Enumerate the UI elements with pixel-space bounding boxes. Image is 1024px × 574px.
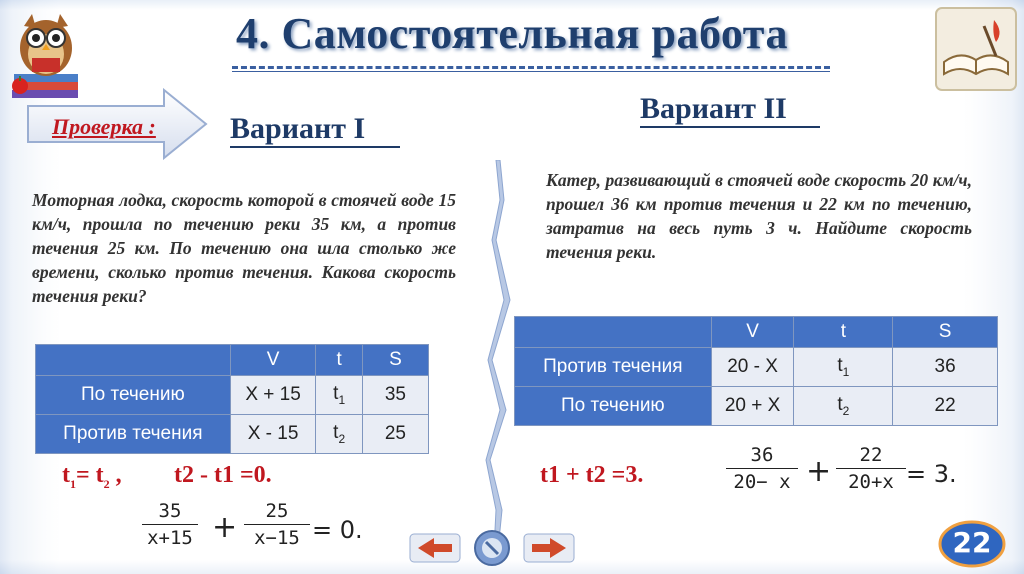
- variant-1-time-difference: t2 - t1 =0.: [174, 462, 272, 488]
- header-cell-t: t: [316, 345, 362, 376]
- check-button-label[interactable]: Проверка :: [52, 114, 156, 139]
- variant-2-problem: Катер, развивающий в стоячей воде скорость 20 км/ч, прошел 36 км против течения и 22 км по течению, затратив на весь путь 3 ч. Найдите скорость течения реки.: [546, 170, 972, 262]
- cell-t: [316, 376, 362, 415]
- variant-2-fraction-2: [836, 444, 906, 493]
- variant-1-heading: Вариант I: [230, 112, 366, 145]
- eq-tail: ,: [109, 462, 122, 488]
- header-cell-s: S: [893, 317, 998, 348]
- slide-title: 4. Самостоятельная работа: [236, 9, 788, 58]
- page-number-badge: [938, 520, 1006, 568]
- denominator: x+15: [147, 527, 193, 549]
- title-divider: [232, 66, 830, 69]
- page-number: 22: [952, 526, 992, 559]
- table-header-row: [515, 317, 998, 348]
- cell-v: X - 15: [230, 415, 316, 454]
- cell-s: 22: [893, 387, 998, 426]
- variant-2-fraction-1: [726, 444, 798, 493]
- zigzag-divider: [482, 160, 518, 550]
- cell-t-sub: 2: [338, 431, 346, 446]
- variant-1-fraction-1: [142, 500, 198, 549]
- header-cell-v: V: [711, 317, 794, 348]
- row-label: Против течения: [36, 415, 231, 454]
- table-row: [515, 387, 998, 426]
- header-cell: [36, 345, 231, 376]
- variant-1-problem: Моторная лодка, скорость которой в стоячей воде 15 км/ч, прошла по течению реки 35 км, а против течения 25 км. По течению она шла столько же времени, сколько против течения. Какова скорость течения реки?: [32, 190, 456, 306]
- variant-1-underline: [230, 146, 400, 148]
- cell-s: 25: [362, 415, 428, 454]
- equation-rhs: = 3.: [906, 460, 957, 488]
- cell-t-base: t: [333, 422, 339, 444]
- table-header-row: [36, 345, 429, 376]
- denominator: x−15: [254, 527, 300, 549]
- plus-sign: +: [212, 510, 238, 545]
- eq-sub-2: 2: [103, 476, 110, 491]
- cell-v: 20 - X: [711, 348, 794, 387]
- cell-s: 36: [893, 348, 998, 387]
- arrow-right-icon[interactable]: [524, 534, 574, 562]
- fraction-bar: [836, 468, 906, 469]
- fraction-bar: [142, 524, 198, 525]
- variant-1-time-equality: [62, 462, 122, 492]
- cell-t-base: t: [333, 383, 339, 405]
- denominator: 20+x: [848, 471, 894, 493]
- row-label: По течению: [36, 376, 231, 415]
- variant-1-table: [35, 344, 429, 454]
- header-cell-v: V: [230, 345, 316, 376]
- variant-2-heading: Вариант II: [640, 92, 787, 125]
- header-cell: [515, 317, 712, 348]
- eq-t: t: [62, 462, 70, 488]
- arrow-left-icon[interactable]: [410, 534, 460, 562]
- cell-t-base: t: [837, 394, 843, 416]
- row-label: Против течения: [515, 348, 712, 387]
- cell-t: [794, 387, 893, 426]
- numerator: 25: [265, 500, 289, 522]
- fraction-bar: [726, 468, 798, 469]
- cell-v: X + 15: [230, 376, 316, 415]
- variant-2-time-sum: t1 + t2 =3.: [540, 462, 644, 488]
- cell-t-sub: 1: [338, 392, 346, 407]
- navigation-bar: [408, 528, 578, 568]
- variant-1-fraction-2: [244, 500, 310, 549]
- cell-t-base: t: [837, 355, 843, 377]
- header-cell-t: t: [794, 317, 893, 348]
- numerator: 36: [750, 444, 774, 466]
- fraction-bar: [244, 524, 310, 525]
- table-row: [36, 376, 429, 415]
- cell-s: 35: [362, 376, 428, 415]
- variant-2-underline: [640, 126, 820, 128]
- title-divider-line: [232, 71, 830, 72]
- home-icon[interactable]: [475, 531, 509, 565]
- table-row: [36, 415, 429, 454]
- header-cell-s: S: [362, 345, 428, 376]
- denominator: 20− x: [733, 471, 791, 493]
- numerator: 35: [158, 500, 182, 522]
- eq-equals-t: = t: [76, 462, 104, 488]
- numerator: 22: [859, 444, 883, 466]
- eq-sub-1: 1: [70, 476, 76, 491]
- row-label: По течению: [515, 387, 712, 426]
- table-row: [515, 348, 998, 387]
- cell-t: [316, 415, 362, 454]
- cell-v: 20 + X: [711, 387, 794, 426]
- cell-t: [794, 348, 893, 387]
- plus-sign: +: [806, 454, 832, 489]
- cell-t-sub: 1: [842, 364, 850, 379]
- variant-2-table: [514, 316, 998, 426]
- cell-t-sub: 2: [842, 403, 850, 418]
- equation-rhs: = 0.: [312, 516, 363, 544]
